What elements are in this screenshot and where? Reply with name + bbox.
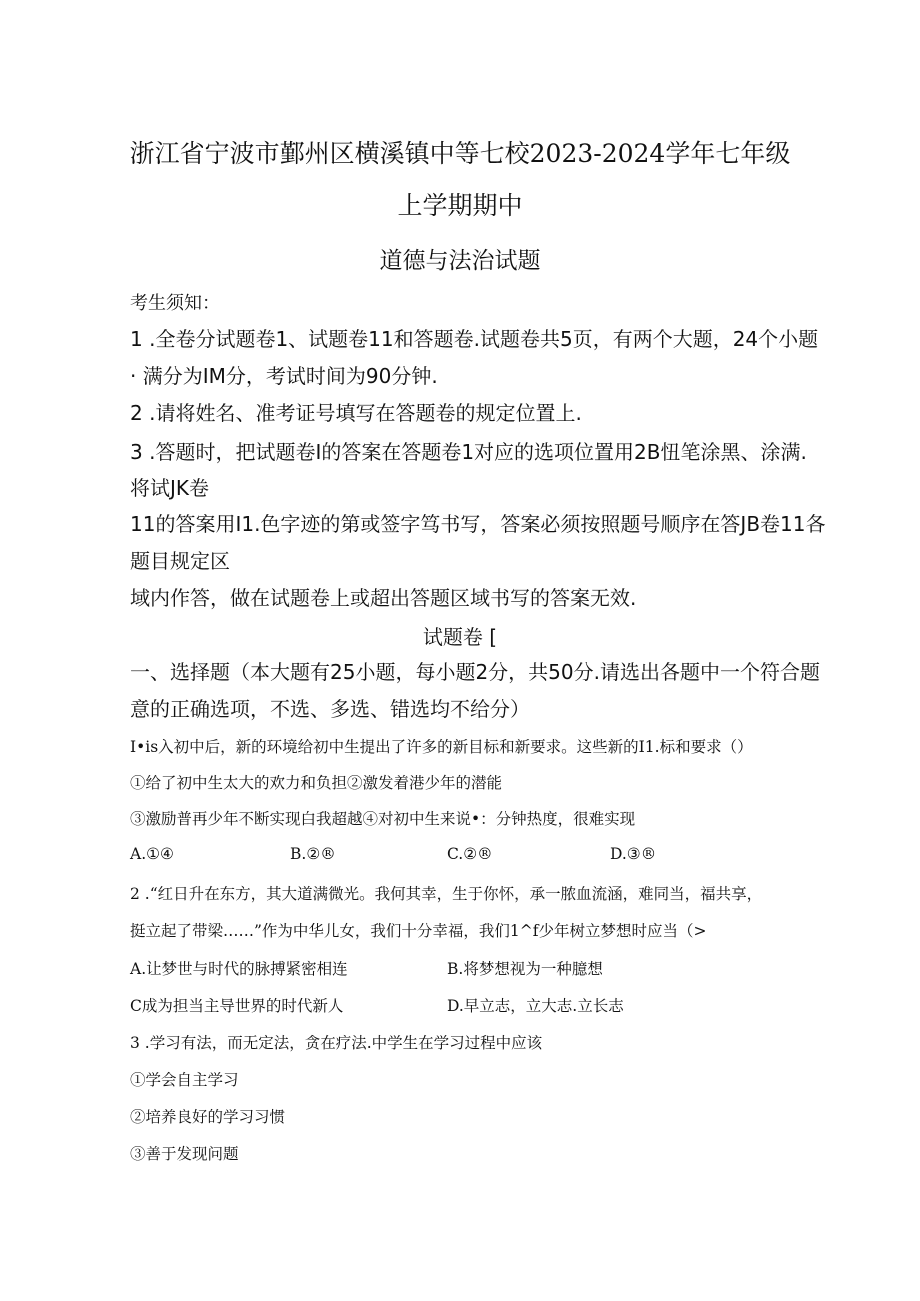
notice-line-5: 将试JK卷 [130,476,210,500]
question-1-option-a[interactable]: A.①④ [130,845,174,863]
question-2-option-c[interactable]: C成为担当主导世界的时代新人 [130,997,344,1015]
notice-line-7: 题目规定区 [130,549,230,573]
question-3-item-3: ③善于发现问题 [130,1145,239,1163]
notice-heading: 考生须知： [130,293,220,314]
question-1-option-d[interactable]: D.③® [610,845,657,863]
volume-label: 试题卷 [ [422,625,498,649]
question-1-option-c[interactable]: C.②® [447,845,493,863]
question-2-option-a[interactable]: A.让梦世与时代的脉搏紧密相连 [130,960,348,978]
question-2-stem-line2: 挺立起了带梁……”作为中华儿女，我们十分幸福，我们1^f少年树立梦想时应当（> [130,922,707,940]
question-2-stem-line1: 2 .“红日升在东方，其大道满微光。我何其幸，生于你怀，承一脓血流涵，难同当，福共享， [130,885,763,903]
part-heading-line1: 一、选择题（本大题有25小题，每小题2分，共50分.请选出各题中一个符合题 [130,660,820,684]
question-3-stem: 3 .学习有法，而无定法，贪在疗法.中学生在学习过程中应该 [130,1034,543,1052]
question-2-option-d[interactable]: D.早立志，立大志.立长志 [447,997,624,1015]
question-1-items-line1: ①给了初中生太大的欢力和负担②激发着港少年的潜能 [130,774,503,792]
notice-line-3: 2 .请将姓名、准考证号填写在答题卷的规定位置上. [130,401,582,425]
notice-line-6: 11的答案用I1.色字迹的第或签字笃书写，答案必须按照题号顺序在答JB卷11各 [130,512,826,536]
question-1-items-line2: ③激励普再少年不断实现白我超越④对初中生来说•：分钟热度，很难实现 [130,810,636,828]
notice-line-8: 域内作答，做在试题卷上或超出答题区域书写的答案无效. [130,586,637,610]
exam-subject-title: 道德与法治试题 [379,248,541,274]
exam-title-line2: 上学期期中 [397,191,523,220]
question-1-option-b[interactable]: B.②® [290,845,336,863]
notice-line-2: · 满分为IM分，考试时间为90分钟. [130,364,438,388]
question-3-item-2: ②培养良好的学习习惯 [130,1108,286,1126]
exam-title-line1: 浙江省宁波市鄞州区横溪镇中等七校2023-2024学年七年级 [129,139,791,168]
question-1-stem: I•is入初中后，新的环境给初中生提出了许多的新目标和新要求。这些新的I1.标和要求（） [130,738,753,756]
question-3-item-1: ①学会自主学习 [130,1071,239,1089]
notice-line-1: 1 .全卷分试题卷1、试题卷11和答题卷.试题卷共5页，有两个大题，24个小题 [130,327,819,351]
part-heading-line2: 意的正确选项，不选、多选、错选均不给分） [130,697,530,721]
notice-line-4: 3 .答题时，把试题卷I的答案在答题卷1对应的选项位置用2B忸笔涂黑、涂满. [130,440,807,464]
question-2-option-b[interactable]: B.将梦想视为一种臆想 [447,960,603,978]
